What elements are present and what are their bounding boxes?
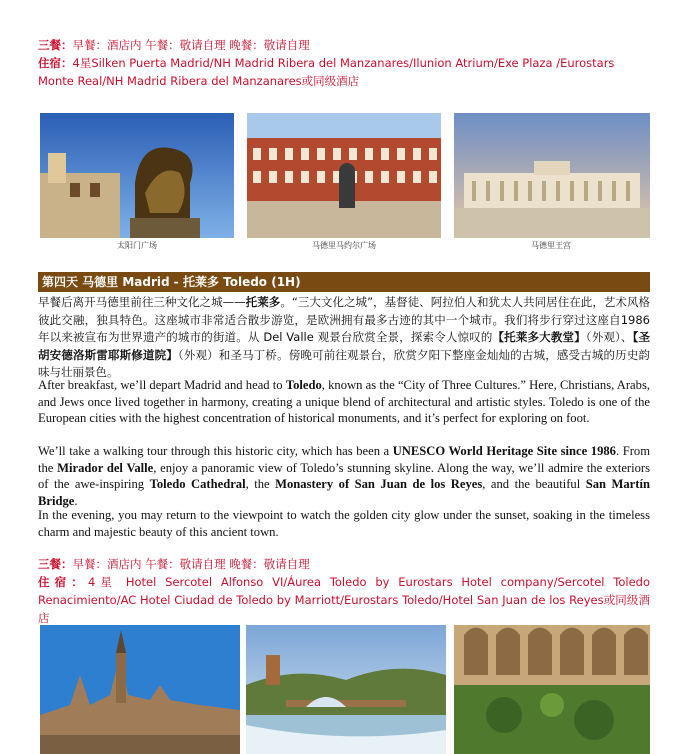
hotel-label: 住宿： bbox=[38, 575, 88, 589]
photo-monastery-cloister bbox=[454, 625, 650, 754]
en-bold: Mirador del Valle bbox=[57, 460, 154, 475]
meal-text: 早餐：酒店内 午餐：敬请自理 晚餐：敬请自理 bbox=[72, 38, 310, 52]
chinese-description bbox=[38, 294, 650, 382]
en-bold: UNESCO World Heritage Site since 1986 bbox=[392, 444, 616, 458]
hotel-info-top bbox=[38, 54, 650, 90]
hotel-text: 4星 Hotel Sercotel Alfonso VI/Áurea Toledo by Eurostars Hotel company/Sercotel Toledo Renacimiento/AC Hotel Ciudad de Toledo by Marriott/Eurostars Toledo/Hotel San Juan de los Reyes或同级酒店 bbox=[38, 575, 650, 625]
en-text: , enjoy a panoramic view of Toledo’s stunning skyline. Along the way, we’ll admire the exteriors of the awe-inspiring bbox=[38, 460, 650, 491]
cn-bold: 【圣胡安德洛斯雷耶斯修道院】 bbox=[38, 330, 651, 362]
photo-caption: 马德里王宫 bbox=[531, 241, 571, 250]
cn-text: 早餐后离开马德里前往三种文化之城—— bbox=[38, 295, 246, 309]
meal-text: 早餐：酒店内 午餐：敬请自理 晚餐：敬请自理 bbox=[72, 557, 310, 571]
meal-label: 三餐： bbox=[38, 38, 73, 52]
cn-text: 。“三大文化之城”，基督徒、阿拉伯人和犹太人共同居住在此，艺术风格彼此交融，独具特色。这座城市非常适合散步游览，是欧洲拥有最多古迹的其中一个城市。我们将步行穿过这座自1986 年以来被宣布为世界遗产的城市的街道。从 Del Valle 观景台欣赏全景，探索令人惊叹的 bbox=[38, 295, 651, 344]
cn-bold: 托莱多 bbox=[245, 295, 281, 309]
photo-royal-palace bbox=[454, 113, 650, 238]
photo-plaza-mayor bbox=[247, 113, 441, 238]
photo-puerta-del-sol bbox=[40, 113, 234, 238]
hotel-label: 住宿： bbox=[38, 56, 73, 70]
en-text: . From the bbox=[38, 444, 650, 475]
english-paragraph-3: In the evening, you may return to the viewpoint to watch the golden city glow under the sunset, soaking in the timeless charm and majestic beauty of this ancient town. bbox=[38, 508, 650, 539]
en-text: , known as the “City of Three Cultures.” Here, Christians, Arabs, and Jews once lived together in harmony, creating a unique blend of architectural and artistic styles. Toledo is one of the European cities with the highest concentration of historical monuments, and it’s perfect for exploring on foot. bbox=[38, 378, 650, 425]
english-paragraph-1 bbox=[38, 377, 650, 427]
en-bold: San Martín Bridge bbox=[38, 477, 650, 508]
cn-text: （外观）、 bbox=[585, 330, 633, 344]
hotel-text: 4星Silken Puerta Madrid/NH Madrid Ribera del Manzanares/Ilunion Atrium/Exe Plaza /Eurostars Monte Real/NH Madrid Ribera del Manzanares或同级酒店 bbox=[38, 56, 615, 88]
day-title-bar: 第四天 马德里 Madrid - 托莱多 Toledo (1H) bbox=[38, 272, 650, 292]
cn-bold: 【托莱多大教堂】 bbox=[492, 330, 586, 344]
photo-toledo-cathedral bbox=[40, 625, 240, 754]
meal-info-bottom bbox=[38, 555, 650, 573]
cn-text: （外观）和圣马丁桥。傍晚可前往观景台，欣赏夕阳下整座金灿灿的古城，感受古城的历史韵味与壮丽景色。 bbox=[38, 347, 650, 379]
en-bold: Toledo Cathedral bbox=[149, 477, 246, 491]
meal-label: 三餐： bbox=[38, 557, 73, 571]
photo-caption: 马德里马约尔广场 bbox=[312, 241, 376, 250]
en-bold: Monastery of San Juan de los Reyes bbox=[275, 477, 483, 491]
hotel-info-bottom bbox=[38, 573, 650, 627]
photo-san-martin-bridge bbox=[246, 625, 446, 754]
en-text: . bbox=[74, 493, 78, 508]
photo-caption: 太阳门广场 bbox=[117, 241, 157, 250]
en-text: After breakfast, we’ll depart Madrid and head to bbox=[38, 378, 286, 392]
en-text: We’ll take a walking tour through this historic city, which has been a bbox=[38, 444, 393, 458]
en-text: , the bbox=[245, 477, 276, 491]
meal-info-top bbox=[38, 36, 650, 54]
en-text: , and the beautiful bbox=[482, 477, 586, 491]
english-paragraph-2 bbox=[38, 443, 650, 509]
en-bold: Toledo bbox=[285, 378, 322, 392]
